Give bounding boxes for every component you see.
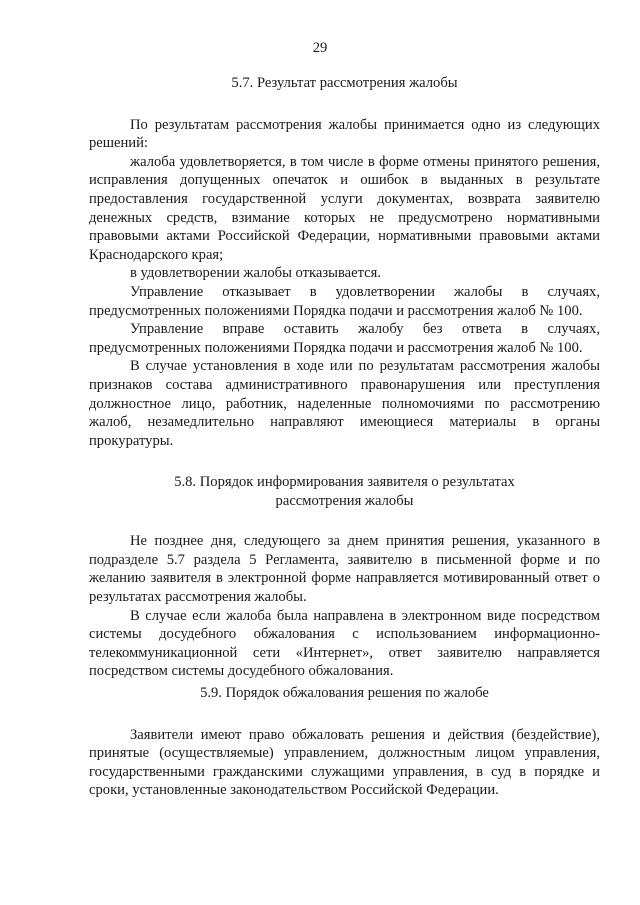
page-number: 29 (312, 40, 328, 56)
section-heading-line: рассмотрения жалобы (275, 492, 414, 509)
paragraph: Не позднее дня, следующего за днем принятия решения, указанного в подразделе 5.7 раздела 5 Регламента, заявителю в письменной форме и по желанию заявителя в электронной форме направляется мотивированный ответ о результатах рассмотрения жалобы. (89, 533, 600, 605)
section-heading (89, 473, 600, 510)
paragraph: Управление вправе оставить жалобу без ответа в случаях, предусмотренных положениями Порядка подачи и рассмотрения жалоб № 100. (89, 321, 600, 356)
section-5-8 (89, 473, 600, 681)
paragraph: В случае установления в ходе или по результатам рассмотрения жалобы признаков состава административного правонарушения или преступления должностное лицо, работник, наделенные полномочиями по рассмотрению жалоб, незамедлительно направляют имеющиеся материалы в органы прокуратуры. (89, 358, 600, 449)
section-heading: 5.7. Результат рассмотрения жалобы (231, 75, 458, 91)
section-5-7 (89, 74, 600, 450)
section-heading-line: 5.8. Порядок информирования заявителя о результатах (174, 474, 515, 490)
section-5-9 (89, 684, 600, 800)
section-heading: 5.9. Порядок обжалования решения по жалобе (200, 685, 489, 701)
paragraph: Заявители имеют право обжаловать решения и действия (бездействие), принятые (осуществляемые) управлением, должностным лицом управления, государственными гражданскими служащими управления, в суд в порядке и сроки, установленные законодательством Российской Федерации. (89, 726, 600, 799)
paragraph: По результатам рассмотрения жалобы принимается одно из следующих решений: (89, 116, 600, 152)
paragraph: В случае если жалоба была направлена в электронном виде посредством системы досудебного обжалования с использованием информационно-телекоммуникационной сети «Интернет», ответ заявителю направляется посредством системы досудебного обжалования. (89, 607, 600, 680)
paragraph: Управление отказывает в удовлетворении жалобы в случаях, предусмотренных положениями Порядка подачи и рассмотрения жалоб № 100. (89, 283, 600, 319)
paragraph: жалоба удовлетворяется, в том числе в форме отмены принятого решения, исправления допущенных опечаток и ошибок в выданных в результате предоставления государственной услуги документах, возврата заявителю денежных средств, взимание которых не предусмотрено нормативными правовыми актами Российской Федерации, нормативными правовыми актами Краснодарского края; (89, 153, 600, 263)
paragraph: в удовлетворении жалобы отказывается. (130, 265, 382, 282)
